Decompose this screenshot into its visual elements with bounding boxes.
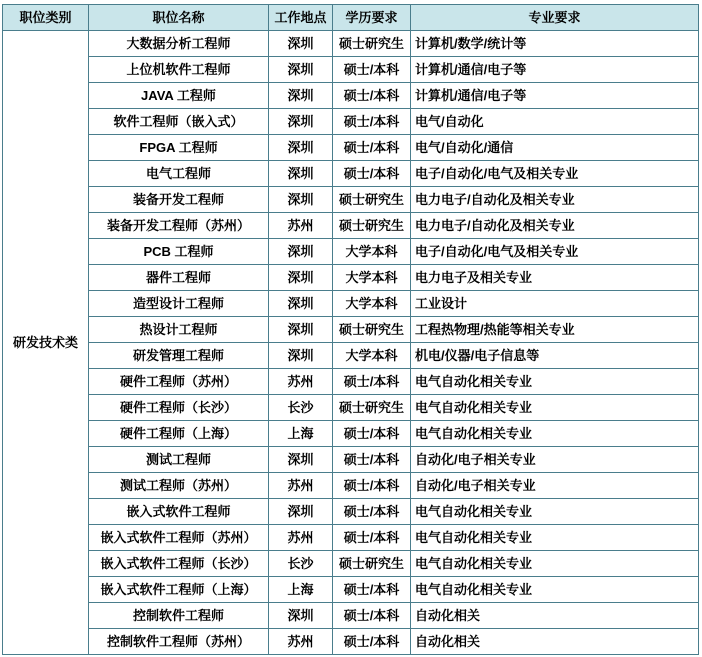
location-cell: 苏州 [269,629,333,655]
major-cell: 电子/自动化/电气及相关专业 [411,161,699,187]
major-cell: 计算机/通信/电子等 [411,83,699,109]
position-name-cell: PCB 工程师 [89,239,269,265]
position-name-cell: 嵌入式软件工程师 [89,499,269,525]
table-row [3,109,699,135]
major-cell: 电气自动化相关专业 [411,551,699,577]
major-cell: 计算机/通信/电子等 [411,57,699,83]
education-cell: 大学本科 [333,265,411,291]
table-row [3,395,699,421]
education-cell: 硕士/本科 [333,525,411,551]
position-name-cell: 控制软件工程师 [89,603,269,629]
education-cell: 硕士/本科 [333,603,411,629]
job-listing-table [2,4,699,655]
table-row [3,31,699,57]
education-cell: 硕士研究生 [333,187,411,213]
education-cell: 大学本科 [333,239,411,265]
position-name-cell: 硬件工程师（上海） [89,421,269,447]
table-row [3,525,699,551]
location-cell: 深圳 [269,265,333,291]
column-header-position-name: 职位名称 [89,5,269,31]
table-row [3,577,699,603]
position-name-cell: 嵌入式软件工程师（上海） [89,577,269,603]
table-header [3,5,699,31]
position-name-cell: 器件工程师 [89,265,269,291]
education-cell: 硕士/本科 [333,473,411,499]
major-cell: 工业设计 [411,291,699,317]
table-row [3,629,699,655]
table-row [3,317,699,343]
education-cell: 硕士/本科 [333,135,411,161]
table-row [3,291,699,317]
education-cell: 硕士研究生 [333,213,411,239]
table-row [3,161,699,187]
major-cell: 电力电子/自动化及相关专业 [411,213,699,239]
position-name-cell: 软件工程师（嵌入式） [89,109,269,135]
major-cell: 电力电子/自动化及相关专业 [411,187,699,213]
major-cell: 电气自动化相关专业 [411,395,699,421]
position-name-cell: 电气工程师 [89,161,269,187]
position-name-cell: 嵌入式软件工程师（苏州） [89,525,269,551]
education-cell: 硕士/本科 [333,577,411,603]
table-row [3,239,699,265]
education-cell: 硕士研究生 [333,317,411,343]
position-name-cell: 造型设计工程师 [89,291,269,317]
major-cell: 自动化/电子相关专业 [411,473,699,499]
table-row [3,473,699,499]
position-name-cell: 硬件工程师（长沙） [89,395,269,421]
education-cell: 硕士研究生 [333,395,411,421]
education-cell: 大学本科 [333,343,411,369]
column-header-location: 工作地点 [269,5,333,31]
education-cell: 硕士/本科 [333,629,411,655]
location-cell: 深圳 [269,161,333,187]
education-cell: 硕士/本科 [333,447,411,473]
major-cell: 自动化相关 [411,629,699,655]
location-cell: 深圳 [269,343,333,369]
education-cell: 硕士/本科 [333,421,411,447]
education-cell: 大学本科 [333,291,411,317]
column-header-major: 专业要求 [411,5,699,31]
location-cell: 深圳 [269,447,333,473]
position-name-cell: 控制软件工程师（苏州） [89,629,269,655]
education-cell: 硕士/本科 [333,369,411,395]
education-cell: 硕士/本科 [333,109,411,135]
major-cell: 电气自动化相关专业 [411,369,699,395]
position-name-cell: 装备开发工程师 [89,187,269,213]
location-cell: 深圳 [269,31,333,57]
major-cell: 电气自动化相关专业 [411,499,699,525]
position-name-cell: 上位机软件工程师 [89,57,269,83]
location-cell: 上海 [269,577,333,603]
education-cell: 硕士研究生 [333,31,411,57]
table-row [3,603,699,629]
position-name-cell: 测试工程师 [89,447,269,473]
education-cell: 硕士/本科 [333,83,411,109]
table-row [3,421,699,447]
location-cell: 苏州 [269,213,333,239]
location-cell: 深圳 [269,187,333,213]
position-name-cell: 研发管理工程师 [89,343,269,369]
location-cell: 苏州 [269,525,333,551]
location-cell: 苏州 [269,369,333,395]
table-row [3,187,699,213]
major-cell: 工程热物理/热能等相关专业 [411,317,699,343]
location-cell: 苏州 [269,473,333,499]
major-cell: 自动化相关 [411,603,699,629]
position-name-cell: 硬件工程师（苏州） [89,369,269,395]
table-body [3,31,699,655]
location-cell: 深圳 [269,135,333,161]
location-cell: 长沙 [269,551,333,577]
table-row [3,213,699,239]
location-cell: 深圳 [269,83,333,109]
position-name-cell: 测试工程师（苏州） [89,473,269,499]
table-row [3,57,699,83]
location-cell: 深圳 [269,499,333,525]
position-name-cell: JAVA 工程师 [89,83,269,109]
major-cell: 电气自动化相关专业 [411,525,699,551]
category-cell: 研发技术类 [3,31,89,655]
table-row [3,447,699,473]
location-cell: 深圳 [269,603,333,629]
table-row [3,265,699,291]
position-name-cell: 热设计工程师 [89,317,269,343]
table-row [3,343,699,369]
position-name-cell: 嵌入式软件工程师（长沙） [89,551,269,577]
major-cell: 电气自动化相关专业 [411,577,699,603]
major-cell: 自动化/电子相关专业 [411,447,699,473]
table-row [3,83,699,109]
position-name-cell: FPGA 工程师 [89,135,269,161]
education-cell: 硕士/本科 [333,161,411,187]
location-cell: 深圳 [269,291,333,317]
education-cell: 硕士/本科 [333,57,411,83]
table-header-row [3,5,699,31]
table-row [3,135,699,161]
major-cell: 电力电子及相关专业 [411,265,699,291]
location-cell: 深圳 [269,57,333,83]
position-name-cell: 大数据分析工程师 [89,31,269,57]
major-cell: 电气自动化相关专业 [411,421,699,447]
education-cell: 硕士研究生 [333,551,411,577]
education-cell: 硕士/本科 [333,499,411,525]
major-cell: 计算机/数学/统计等 [411,31,699,57]
table-row [3,551,699,577]
location-cell: 深圳 [269,239,333,265]
column-header-education: 学历要求 [333,5,411,31]
table-row [3,369,699,395]
location-cell: 深圳 [269,109,333,135]
column-header-category: 职位类别 [3,5,89,31]
location-cell: 长沙 [269,395,333,421]
location-cell: 上海 [269,421,333,447]
major-cell: 电气/自动化 [411,109,699,135]
major-cell: 机电/仪器/电子信息等 [411,343,699,369]
major-cell: 电子/自动化/电气及相关专业 [411,239,699,265]
location-cell: 深圳 [269,317,333,343]
position-name-cell: 装备开发工程师（苏州） [89,213,269,239]
table-row [3,499,699,525]
major-cell: 电气/自动化/通信 [411,135,699,161]
